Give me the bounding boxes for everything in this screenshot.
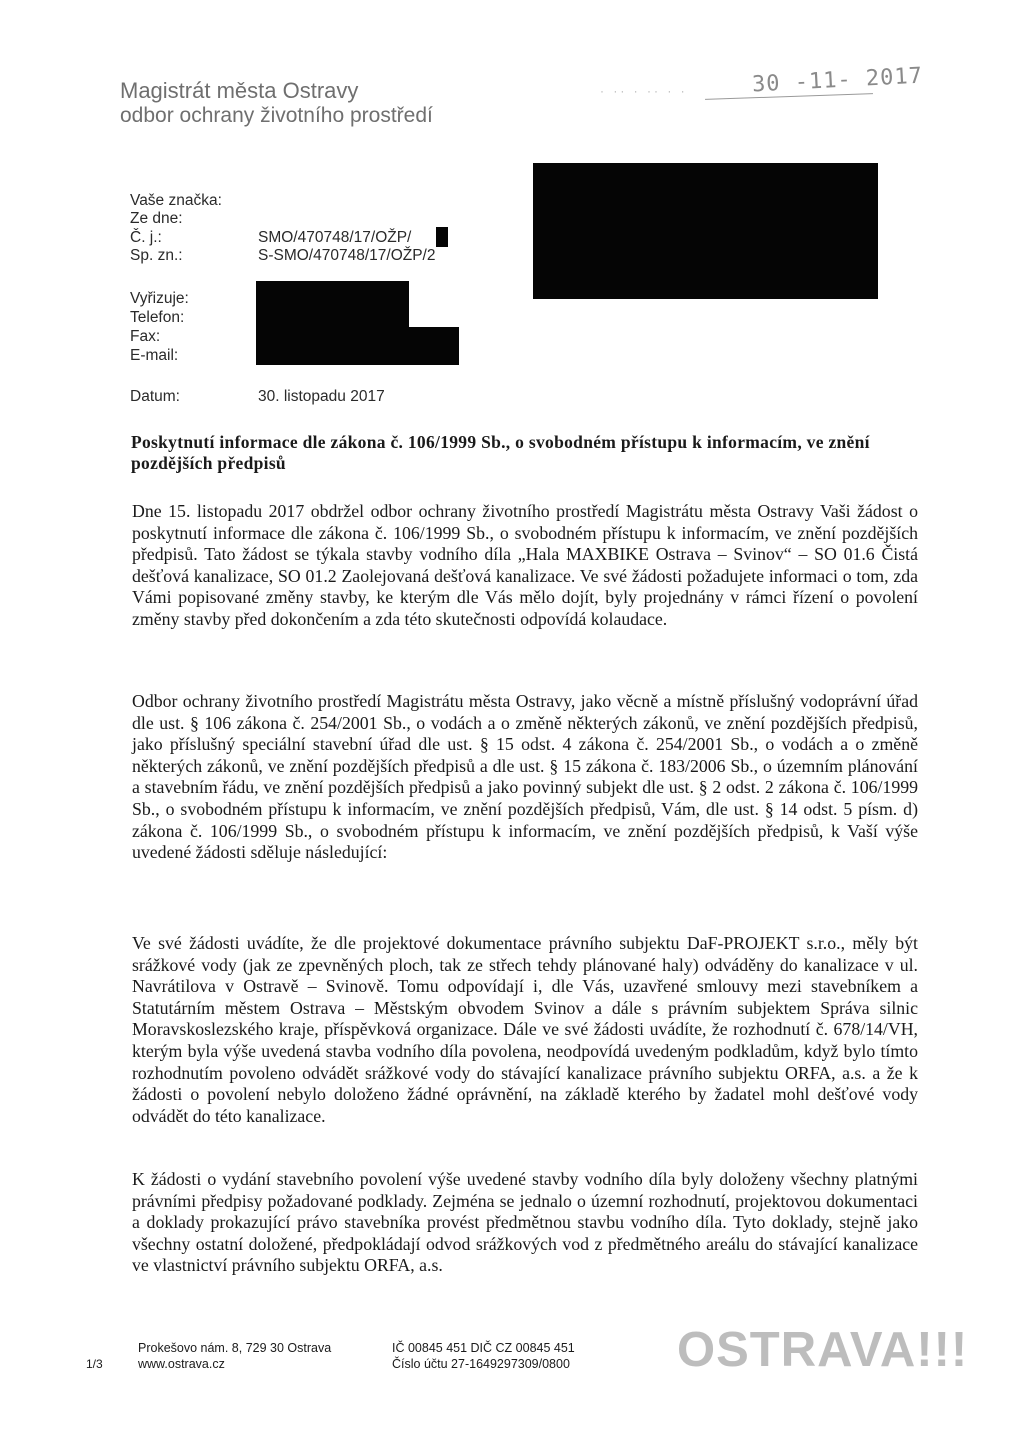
body-paragraph-1 [132,501,918,631]
footer-ico-dic: IČ 00845 451 DIČ CZ 00845 451 [392,1341,575,1355]
email-redaction [256,327,459,365]
date-label: Datum: [130,388,180,405]
email-label: E-mail: [130,347,179,364]
paragraph-text: Odbor ochrany životního prostředí Magistrátu města Ostravy, jako věcně a místně příslušný vodoprávní úřad dle ust. § 106 zákona č. 254/2001 Sb., o vodách a o změně některých zákonů, ve znění pozdějších předpisů, jako příslušný speciální stavební úřad dle ust. § 15 odst. 4 zákona č. 254/2001 Sb., o vodách a o změně některých zákonů, ve znění pozdějších předpisů a dle ust. § 15 zákona č. 183/2006 Sb., o územním plánování a stavebním řádu, ve znění pozdějších předpisů a jako povinný subjekt dle ust. § 2 odst. 2 zákona č. 106/1999 Sb., o svobodném přístupu k informacím, ve znění pozdějších předpisů, Vám, dle ust. § 14 odst. 5 písm. d) zákona č. 106/1999 Sb., o svobodném přístupu k informacím, ve znění pozdějších předpisů, k Vaší výše uvedené žádosti sděluje následující: [132,691,918,863]
body-paragraph-3 [132,933,918,1127]
reference-number-redaction [436,227,448,247]
paragraph-text: Dne 15. listopadu 2017 obdržel odbor ochrany životního prostředí Magistrátu města Ostravy Vaši žádost o poskytnutí informace dle zákona č. 106/1999 Sb., o svobodném přístupu k informacím, ve znění pozdějších předpisů. Tato žádost se týkala stavby vodního díla „Hala MAXBIKE Ostrava – Svinov“ – SO 01.6 Čistá dešťová kanalizace, SO 01.2 Zaolejovaná dešťová kanalizace. Ve své žádosti požadujete informaci o tom, zda Vámi popisované změny stavby, ke kterým dle Vás mělo dojít, byly projednány v rámci řízení o povolení změny stavby před dokončením a zda této skutečnosti odpovídá kolaudace. [132,501,918,629]
page-number: 1/3 [86,1357,103,1371]
date-value: 30. listopadu 2017 [258,388,385,405]
body-paragraph-2 [132,691,918,864]
received-stamp-date: 30 -11- 2017 [751,63,924,98]
reference-number-value: SMO/470748/17/OŽP/ [258,229,412,246]
reference-number-label: Č. j.: [130,229,162,246]
footer-registration-block [392,1340,575,1372]
paragraph-text: K žádosti o vydání stavebního povolení výše uvedené stavby vodního díla byly doloženy všechny platnými právními předpisy požadované podklady. Zejména se jednalo o územní rozhodnutí, projektovou dokumentaci a doklady prokazující právo stavebníka provést předmětnou stavbu vodního díla. Tyto doklady, stejně jako všechny ostatní doložené, předpokládají odvod srážkových vod z předmětného areálu do stávající kanalizace ve vlastnictví právního subjektu ORFA, a.s. [132,1169,918,1276]
footer-account: Číslo účtu 27-1649297309/0800 [392,1357,570,1371]
footer-address-block [138,1340,331,1372]
stamp-dots: · ·· · ·· · · [600,84,688,98]
organization-name: Magistrát města Ostravy [120,78,359,103]
your-ref-label: Vaše značka: [130,192,222,209]
recipient-address-redaction [533,163,878,299]
letter-subject: Poskytnutí informace dle zákona č. 106/1999 Sb., o svobodném přístupu k informacím, ve znění pozdějších předpisů [131,432,870,473]
phone-label: Telefon: [130,309,185,326]
file-number-value: S-SMO/470748/17/OŽP/2 [258,247,436,264]
paragraph-text: Ve své žádosti uvádíte, že dle projektové dokumentace právního subjektu DaF-PROJEKT s.r.o., měly být srážkové vody (jak ze zpevněných ploch, tak ze střech tehdy plánované haly) odváděny do kanalizace v ul. Navrátilova v Ostravě – Svinově. Tomu odpovídají i, dle Vás, uzavřené smlouvy mezi stavebníkem a Statutárním městem Ostrava – Městským obvodem Svinov a dále s právním subjektem Správa silnic Moravskoslezského kraje, příspěvková organizace. Dále ve své žádosti uvádíte, že rozhodnutí č. 678/14/VH, kterým byla výše uvedená stavba vodního díla povolena, neodpovídá uvedeným podkladům, když bylo tímto rozhodnutím povoleno odvádět srážkové vody do stávající kanalizace právního subjektu ORFA, a.s. a že k žádosti o povolení nebylo doloženo žádné oprávnění, na základě kterého by žadatel mohl dešťové vody odvádět do této kanalizace. [132,933,918,1126]
ostrava-logo: OSTRAVA!!! [677,1323,969,1377]
file-number-label: Sp. zn.: [130,247,183,264]
department-name: odbor ochrany životního prostředí [120,104,433,127]
footer-website: www.ostrava.cz [138,1357,225,1371]
from-date-label: Ze dne: [130,210,183,227]
body-paragraph-4 [132,1169,918,1277]
fax-label: Fax: [130,328,161,345]
footer-address: Prokešovo nám. 8, 729 30 Ostrava [138,1341,332,1355]
handled-by-label: Vyřizuje: [130,290,189,307]
